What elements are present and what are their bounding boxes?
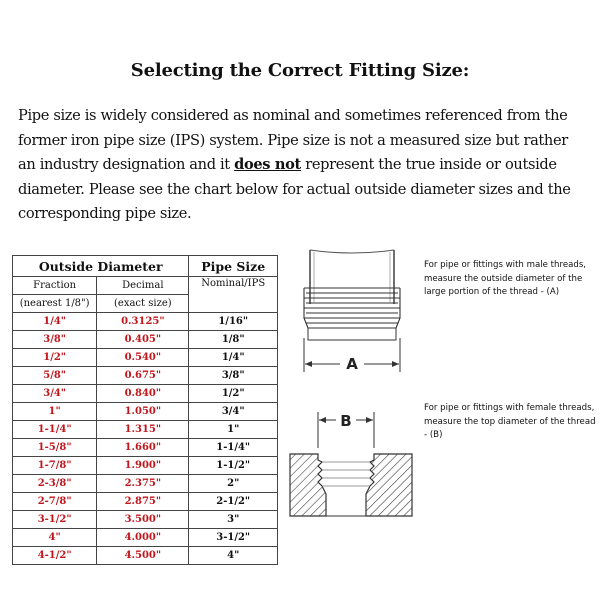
table-row (13, 529, 278, 547)
pipe-size-cell: 1" (189, 421, 278, 439)
fraction-cell: 1/2" (13, 349, 97, 367)
pipe-size-cell: 3" (189, 511, 278, 529)
pipe-size-cell: 2" (189, 475, 278, 493)
intro-text-2: represent the true inside or outside diameter. Please see the chart below for actual outside diameter sizes and the corresponding pipe size. (18, 156, 571, 222)
fraction-cell: 5/8" (13, 367, 97, 385)
table-row (13, 385, 278, 403)
pipe-size-cell: 1/16" (189, 313, 278, 331)
female-thread-note: For pipe or fittings with female threads, measure the top diameter of the thread - (B) (424, 403, 596, 440)
table-row (13, 331, 278, 349)
intro-text-1: Pipe size is widely considered as nominal and sometimes referenced from the former iron pipe size (IPS) system. Pipe size is not a measured size but rather an industry designation and it (18, 107, 568, 173)
table-row (13, 367, 278, 385)
pipe-size-cell: 1-1/2" (189, 457, 278, 475)
outside-diameter-header: Outside Diameter (13, 256, 189, 277)
fraction-cell: 3/4" (13, 385, 97, 403)
pipe-size-cell: 4" (189, 547, 278, 565)
label-b: B (340, 412, 352, 430)
pipe-size-cell: 1/4" (189, 349, 278, 367)
pipe-size-header: Pipe Size (189, 256, 278, 277)
pipe-size-cell: 3-1/2" (189, 529, 278, 547)
decimal-cell: 1.050" (97, 403, 189, 421)
table-row (13, 457, 278, 475)
fraction-subheader: (nearest 1/8") (13, 295, 97, 313)
table-row (13, 421, 278, 439)
pipe-size-cell: 1/8" (189, 331, 278, 349)
table-row (13, 313, 278, 331)
decimal-cell: 1.660" (97, 439, 189, 457)
fraction-cell: 2-7/8" (13, 493, 97, 511)
fraction-cell: 4" (13, 529, 97, 547)
table-row (13, 403, 278, 421)
male-thread-diagram (292, 248, 420, 378)
decimal-cell: 1.900" (97, 457, 189, 475)
fraction-cell: 1-7/8" (13, 457, 97, 475)
intro-emphasis: does not (234, 156, 301, 173)
nominal-ips-header: Nominal/IPS (189, 277, 278, 313)
fraction-cell: 3-1/2" (13, 511, 97, 529)
decimal-cell: 4.000" (97, 529, 189, 547)
fraction-cell: 3/8" (13, 331, 97, 349)
size-chart-table (12, 255, 278, 565)
decimal-cell: 0.3125" (97, 313, 189, 331)
male-thread-note: For pipe or fittings with male threads, measure the outside diameter of the large portion of the thread - (A) (424, 260, 587, 297)
pipe-size-cell: 3/4" (189, 403, 278, 421)
decimal-cell: 0.675" (97, 367, 189, 385)
decimal-cell: 0.840" (97, 385, 189, 403)
decimal-cell: 0.540" (97, 349, 189, 367)
decimal-cell: 2.875" (97, 493, 189, 511)
pipe-size-cell: 1/2" (189, 385, 278, 403)
decimal-cell: 2.375" (97, 475, 189, 493)
table-row (13, 349, 278, 367)
fraction-header: Fraction (13, 277, 97, 295)
decimal-cell: 4.500" (97, 547, 189, 565)
table-row (13, 475, 278, 493)
decimal-subheader: (exact size) (97, 295, 189, 313)
label-a: A (346, 355, 358, 373)
decimal-cell: 3.500" (97, 511, 189, 529)
table-row (13, 547, 278, 565)
table-row (13, 511, 278, 529)
fraction-cell: 1-1/4" (13, 421, 97, 439)
page-title: Selecting the Correct Fitting Size: (130, 60, 470, 81)
pipe-size-cell: 1-1/4" (189, 439, 278, 457)
intro-paragraph (18, 104, 588, 227)
decimal-cell: 1.315" (97, 421, 189, 439)
decimal-cell: 0.405" (97, 331, 189, 349)
size-rows (13, 313, 278, 565)
fraction-cell: 1/4" (13, 313, 97, 331)
pipe-size-cell: 3/8" (189, 367, 278, 385)
pipe-size-cell: 2-1/2" (189, 493, 278, 511)
fraction-cell: 1-5/8" (13, 439, 97, 457)
table-row (13, 439, 278, 457)
fraction-cell: 1" (13, 403, 97, 421)
fraction-cell: 4-1/2" (13, 547, 97, 565)
female-thread-diagram (286, 404, 416, 524)
fraction-cell: 2-3/8" (13, 475, 97, 493)
decimal-header: Decimal (97, 277, 189, 295)
table-row (13, 493, 278, 511)
